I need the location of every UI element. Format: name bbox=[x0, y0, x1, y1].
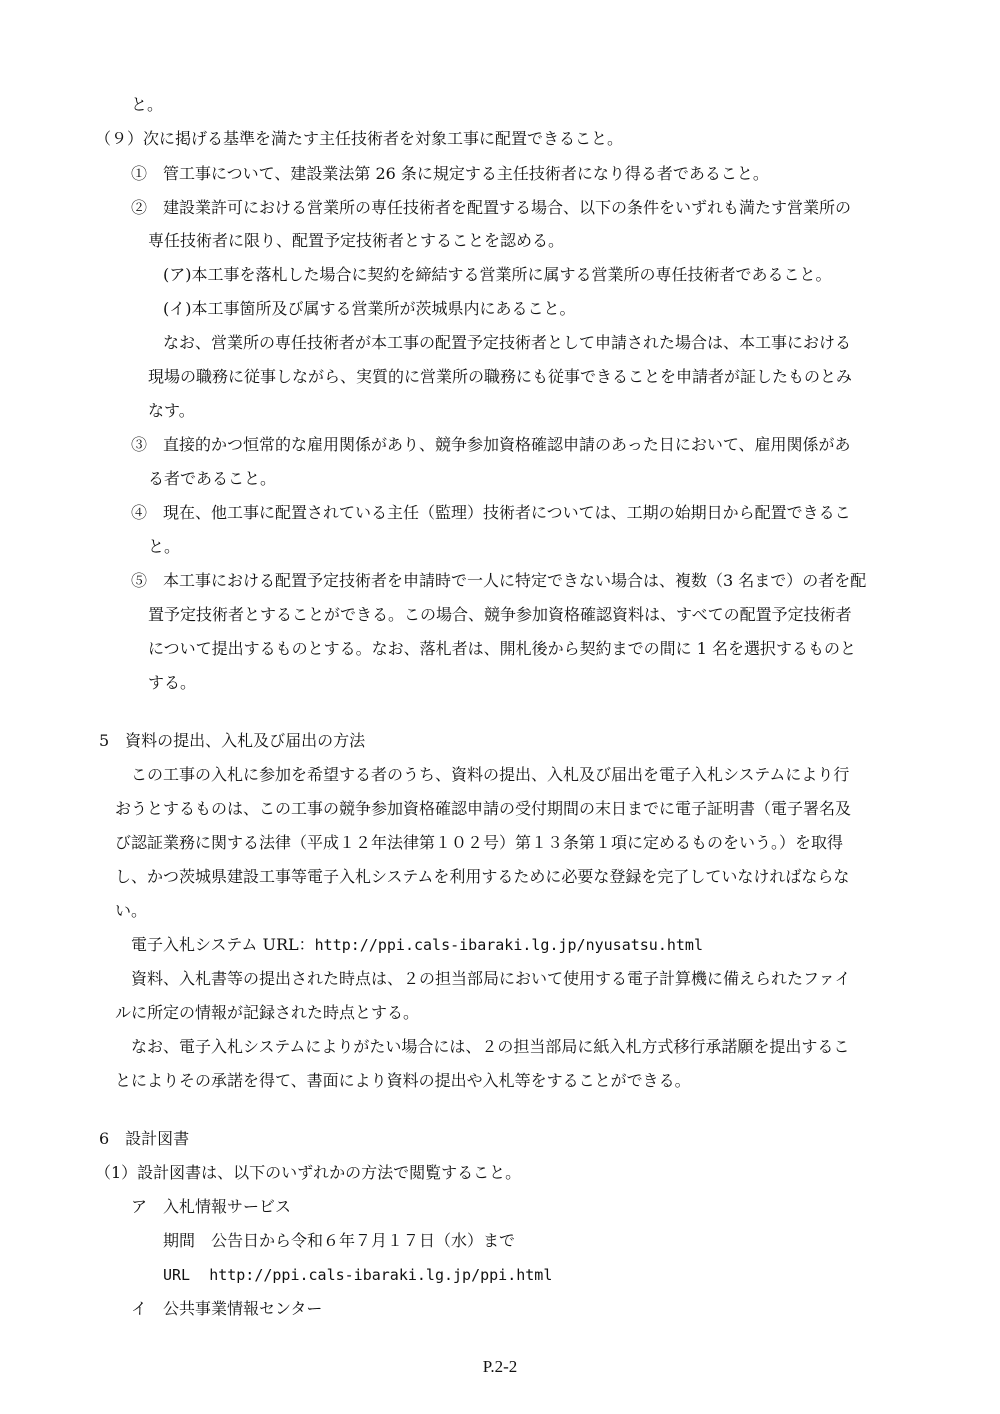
method-a-url-label: URL bbox=[163, 1266, 191, 1284]
section-5-paragraph-1-line-1: この工事の入札に参加を希望する者のうち、資料の提出、入札及び届出を電子入札システムにより行 bbox=[131, 765, 850, 784]
criterion-5-line-1: ⑤ 本工事における配置予定技術者を申請時で一人に特定できない場合は、複数（3 名まで）の者を配 bbox=[131, 571, 867, 590]
condition-a: (ア)本工事を落札した場合に契約を締結する営業所に属する営業所の専任技術者であること。 bbox=[163, 265, 832, 284]
section-5-paragraph-1-line-3: び認証業務に関する法律（平成１２年法律第１０２号）第１３条第１項に定めるものをいう。）を取得 bbox=[115, 833, 844, 852]
section-5-paragraph-2-line-2: ルに所定の情報が記録された時点とする。 bbox=[115, 1003, 420, 1022]
criterion-2-line-2: 専任技術者に限り、配置予定技術者とすることを認める。 bbox=[148, 231, 565, 250]
e-bidding-url: http://ppi.cals-ibaraki.lg.jp/nyusatsu.html bbox=[314, 936, 703, 954]
criterion-3-line-1: ③ 直接的かつ恒常的な雇用関係があり、競争参加資格確認申請のあった日において、雇用関係があ bbox=[131, 435, 851, 454]
paragraph-tail: と。 bbox=[131, 95, 164, 114]
section-5-paragraph-2-line-1: 資料、入札書等の提出された時点は、２の担当部局において使用する電子計算機に備えられたファイ bbox=[131, 969, 851, 988]
method-i-heading: イ 公共事業情報センター bbox=[131, 1299, 323, 1318]
e-bidding-url-line bbox=[131, 934, 703, 956]
method-a-url: http://ppi.cals-ibaraki.lg.jp/ppi.html bbox=[209, 1266, 553, 1284]
item-9-heading: （９）次に掲げる基準を満たす主任技術者を対象工事に配置できること。 bbox=[95, 129, 624, 148]
section-6-heading: 6 設計図書 bbox=[99, 1129, 190, 1148]
section-5-paragraph-3-line-1: なお、電子入札システムによりがたい場合には、２の担当部局に紙入札方式移行承諾願を提出するこ bbox=[131, 1037, 850, 1056]
condition-i: (イ)本工事箇所及び属する営業所が茨城県内にあること。 bbox=[163, 299, 576, 318]
criterion-4-line-2: と。 bbox=[148, 537, 181, 556]
section-6-item-1: （1）設計図書は、以下のいずれかの方法で閲覧すること。 bbox=[95, 1163, 522, 1182]
note-line-2: 現場の職務に従事しながら、実質的に営業所の職務にも従事できることを申請者が証したものとみ bbox=[148, 367, 853, 386]
section-5-heading: 5 資料の提出、入札及び届出の方法 bbox=[99, 731, 366, 750]
section-5-paragraph-1-line-2: おうとするものは、この工事の競争参加資格確認申請の受付期間の末日までに電子証明書（電子署名及 bbox=[115, 799, 852, 818]
e-bidding-url-label: 電子入札システム URL： bbox=[131, 935, 315, 954]
method-a-period: 期間 公告日から令和６年７月１７日（水）まで bbox=[163, 1231, 516, 1250]
section-5-paragraph-1-line-4: し、かつ茨城県建設工事等電子入札システムを利用するために必要な登録を完了していなければならな bbox=[115, 867, 850, 886]
section-5-paragraph-3-line-2: とによりその承諾を得て、書面により資料の提出や入札等をすることができる。 bbox=[115, 1071, 691, 1090]
criterion-4-line-1: ④ 現在、他工事に配置されている主任（監理）技術者については、工期の始期日から配置できるこ bbox=[131, 503, 851, 522]
note-line-1: なお、営業所の専任技術者が本工事の配置予定技術者として申請された場合は、本工事における bbox=[163, 333, 852, 352]
criterion-5-line-3: について提出するものとする。なお、落札者は、開札後から契約までの間に 1 名を選択するものと bbox=[148, 639, 857, 658]
criterion-2-line-1: ② 建設業許可における営業所の専任技術者を配置する場合、以下の条件をいずれも満たす営業所の bbox=[131, 198, 852, 217]
page-number: P.2-2 bbox=[482, 1357, 518, 1376]
criterion-1: ① 管工事について、建設業法第 26 条に規定する主任技術者になり得る者であること。 bbox=[131, 164, 769, 183]
method-a-heading: ア 入札情報サービス bbox=[131, 1197, 292, 1216]
note-line-3: なす。 bbox=[148, 401, 195, 420]
criterion-5-line-4: する。 bbox=[148, 673, 197, 692]
method-a-url-line bbox=[163, 1264, 552, 1286]
criterion-3-line-2: る者であること。 bbox=[148, 469, 277, 488]
section-5-paragraph-1-line-5: い。 bbox=[115, 901, 148, 920]
criterion-5-line-2: 置予定技術者とすることができる。この場合、競争参加資格確認資料は、すべての配置予定技術者 bbox=[148, 605, 852, 624]
